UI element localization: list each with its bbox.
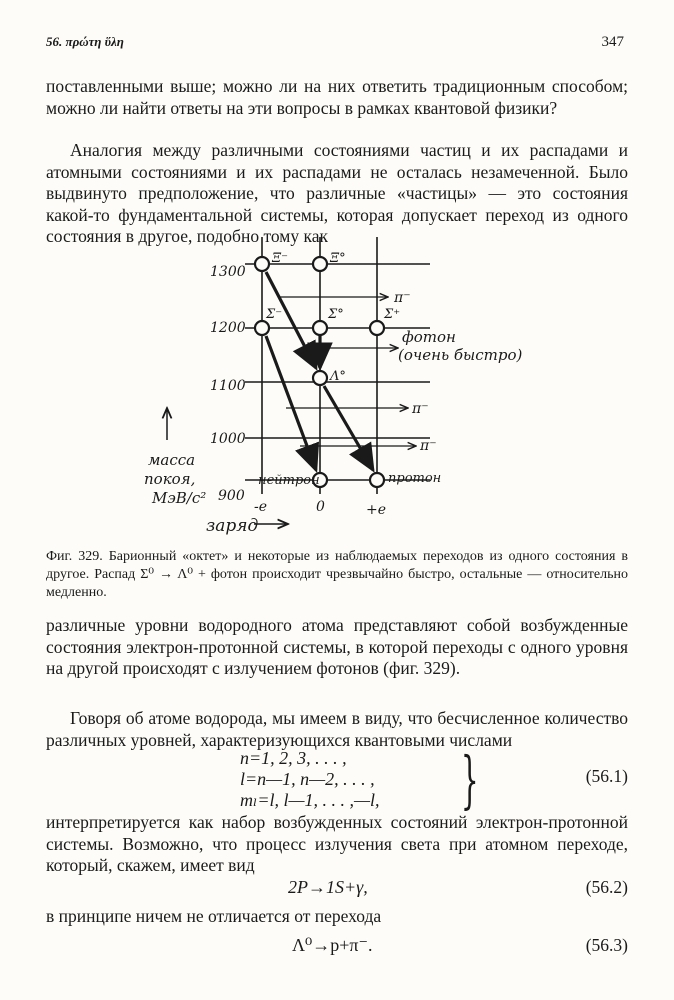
node-lambda	[313, 371, 327, 385]
emission-pi-2: π⁻	[412, 401, 429, 417]
grid-lines	[245, 237, 430, 494]
y-label-1000: 1000	[210, 431, 246, 447]
emission-pi-1: π⁻	[394, 290, 411, 306]
equation-brace: }	[460, 743, 479, 816]
eq3-number: (56.3)	[585, 935, 628, 955]
y-label-1100: 1100	[210, 378, 246, 394]
charge-label: заряд	[206, 516, 259, 536]
paragraph-1: поставленными выше; можно ли на них ответить традиционным способом; можно ли найти ответы на эти вопросы в рамках квантовой физики?	[46, 76, 628, 118]
paragraph-5: интерпретируется как набор возбужденных состояний электрон-протонной системы. Возможно, что процесс излучения света при атомном переходе, который, скажем, имеет вид	[46, 812, 628, 875]
equation-56-1	[240, 743, 540, 816]
label-neutron: нейтрон	[258, 473, 320, 488]
label-xi-minus: Ξ⁻	[272, 251, 289, 266]
paragraph-3: различные уровни водородного атома представляют собой возбужденные состояния электрон-протонной системы, в которой переходы с одного уровня на другой происходят с излучением фотонов (фиг. 329).	[46, 615, 628, 678]
node-proton	[370, 473, 384, 487]
label-sigma-plus: Σ⁺	[384, 307, 401, 322]
y-label-900: 900	[218, 488, 245, 504]
emission-photon-note: (очень быстро)	[398, 346, 523, 364]
paragraph-6: в принципе ничем не отличается от перехода	[46, 906, 382, 926]
figure-329	[130, 232, 570, 542]
equation-56-2: 2P→1S+γ,	[288, 877, 368, 897]
node-xi-zero	[313, 257, 327, 271]
page-number: 347	[601, 34, 624, 50]
label-sigma-minus: Σ⁻	[266, 307, 283, 322]
equation-56-3: Λ⁰→p+π⁻.	[292, 935, 373, 955]
caption-label: Фиг. 329.	[46, 549, 103, 564]
x-label-minus-e: -e	[254, 499, 268, 515]
eq1-row-n: n=1, 2, 3, . . . ,	[240, 748, 347, 768]
node-xi-minus	[255, 257, 269, 271]
mass-label-line-1: масса	[148, 451, 196, 469]
section-title: 56. πρώτη ὕλη	[46, 34, 124, 49]
node-sigma-plus	[370, 321, 384, 335]
y-label-1200: 1200	[210, 320, 246, 336]
x-label-zero: 0	[316, 499, 325, 515]
y-label-1300: 1300	[210, 264, 246, 280]
baryon-octet-diagram	[130, 232, 570, 542]
label-lambda: Λ°	[330, 369, 346, 384]
eq2-number: (56.2)	[585, 877, 628, 897]
mass-unit-label: МэВ/c²	[152, 489, 207, 507]
paragraph-2: Аналогия между различными состояниями частиц и их распадами и атомными состояниями и их распадами не осталась незамеченной. Было выдвинуто предположение, что различные «частицы» — это состояния какой-то фундаментальной системы, которая допускает переход из одного состояния в другое, подобно тому как	[46, 140, 628, 246]
figure-caption	[46, 548, 628, 602]
node-sigma-minus	[255, 321, 269, 335]
paragraph-4: Говоря об атоме водорода, мы имеем в виду, что бесчисленное количество различных уровней, характеризующихся квантовыми числами	[46, 708, 628, 750]
page-header	[46, 34, 624, 56]
x-label-plus-e: +e	[366, 502, 387, 518]
mass-label-line-2: покоя,	[144, 470, 196, 488]
emission-pi-3: π⁻	[420, 438, 437, 454]
eq1-number: (56.1)	[585, 766, 628, 786]
eq1-row-ml: mₗ=l, l—1, . . . ,—l,	[240, 790, 380, 810]
emission-photon: фотон	[402, 328, 456, 346]
label-xi-zero: Ξ°	[330, 251, 346, 266]
label-proton: протон	[388, 471, 442, 486]
node-sigma-zero	[313, 321, 327, 335]
caption-text: Барионный «октет» и некоторые из наблюдаемых переходов из одного состояния в другое. Распад Σ⁰ → Λ⁰ + фотон происходит чрезвычайно быстро, остальные — относительно медленно.	[46, 549, 629, 600]
label-sigma-zero: Σ°	[328, 307, 344, 322]
arrow-lambda-to-proton	[324, 386, 373, 470]
eq1-row-l: l=n—1, n—2, . . . ,	[240, 769, 375, 789]
